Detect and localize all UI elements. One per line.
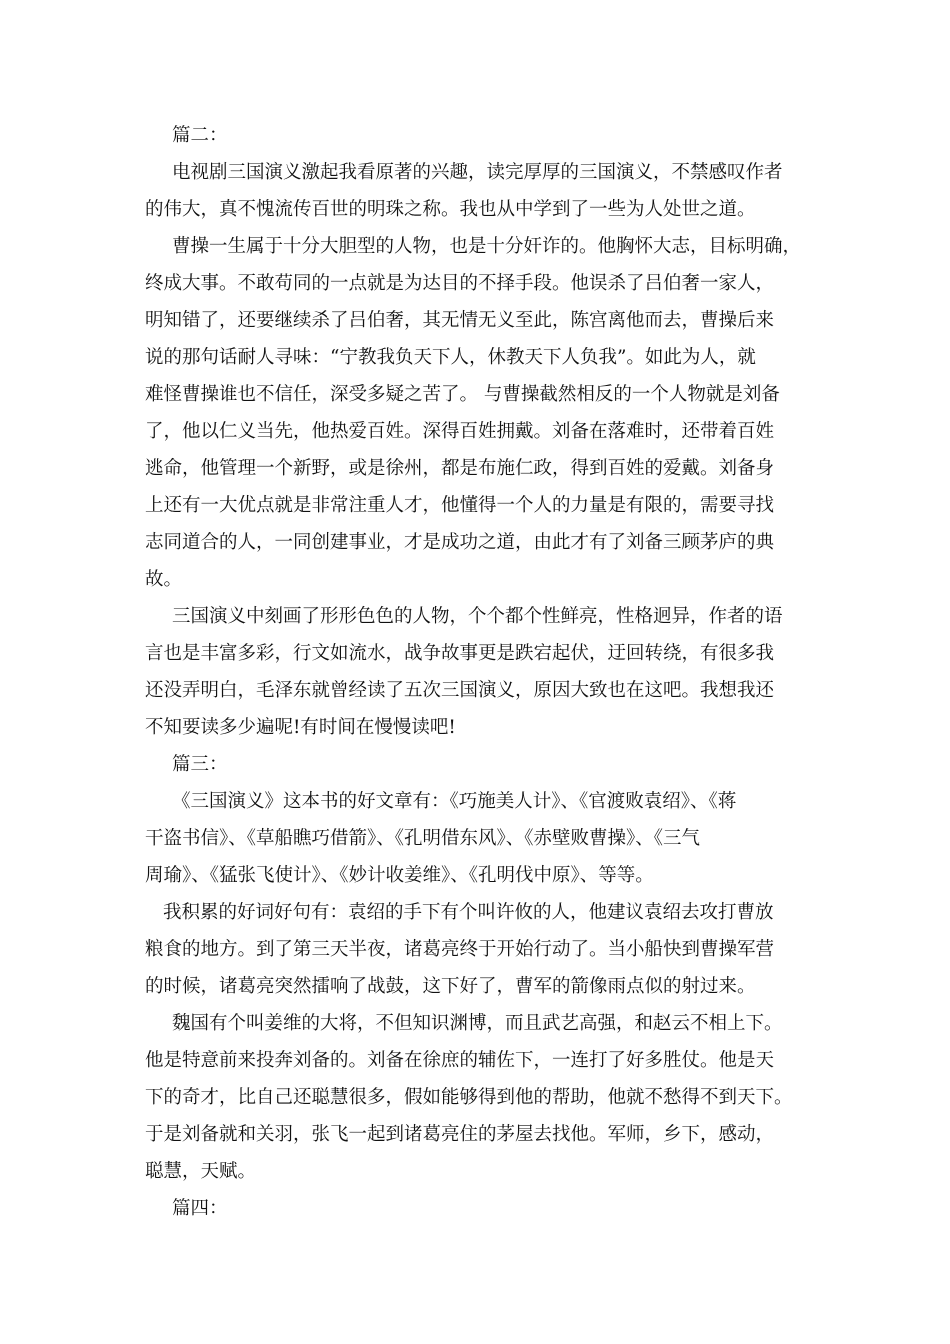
paragraph-line: 不知要读多少遍呢!有时间在慢慢读吧!	[145, 717, 456, 738]
paragraph-line: 粮食的地方。到了第三天半夜，诸葛亮终于开始行动了。当小船快到曹操军营	[145, 939, 775, 960]
paragraph-line: 志同道合的人，一同创建事业，才是成功之道，由此才有了刘备三顾茅庐的典	[145, 532, 775, 553]
paragraph-line: 言也是丰富多彩，行文如流水，战争故事更是跌宕起伏，迂回转绕，有很多我	[145, 643, 775, 664]
paragraph-line: 周瑜》、《猛张飞使计》、《妙计收姜维》、《孔明伐中原》、等等。	[145, 865, 654, 886]
section-heading-pian-san: 篇三：	[172, 754, 228, 775]
paragraph-line: 魏国有个叫姜维的大将，不但知识渊博，而且武艺高强，和赵云不相上下。	[172, 1013, 783, 1034]
paragraph-line: 他是特意前来投奔刘备的。刘备在徐庶的辅佐下，一连打了好多胜仗。他是天	[145, 1050, 775, 1071]
paragraph-line: 聪慧，天赋。	[145, 1161, 257, 1182]
paragraph-line: 三国演义中刻画了形形色色的人物，个个都个性鲜亮，性格迥异，作者的语	[172, 606, 783, 627]
paragraph-line: 故。	[145, 569, 183, 590]
paragraph-line: 的时候，诸葛亮突然擂响了战鼓，这下好了，曹军的箭像雨点似的射过来。	[145, 976, 756, 997]
paragraph-line: 还没弄明白，毛泽东就曾经读了五次三国演义，原因大致也在这吧。我想我还	[145, 680, 775, 701]
paragraph-line: 了，他以仁义当先，他热爱百姓。深得百姓拥戴。刘备在落难时，还带着百姓	[145, 421, 775, 442]
paragraph-line: 上还有一大优点就是非常注重人才，他懂得一个人的力量是有限的，需要寻找	[145, 495, 775, 516]
paragraph-line: 《三国演义》这本书的好文章有：《巧施美人计》、《官渡败袁绍》、《蒋	[172, 791, 737, 812]
paragraph-line: 终成大事。不敢苟同的一点就是为达目的不择手段。他误杀了吕伯奢一家人，	[145, 273, 775, 294]
paragraph-line: 干盗书信》、《草船瞧巧借箭》、《孔明借东风》、《赤壁败曹操》、《三气	[145, 828, 701, 849]
paragraph-line: 的伟大，真不愧流传百世的明珠之称。我也从中学到了一些为人处世之道。	[145, 199, 756, 220]
paragraph-line: 说的那句话耐人寻味：“宁教我负天下人，休教天下人负我”。如此为人，就	[145, 347, 756, 368]
paragraph-line: 难怪曹操谁也不信任，深受多疑之苦了。 与曹操截然相反的一个人物就是刘备	[145, 384, 780, 405]
paragraph-line: 曹操一生属于十分大胆型的人物，也是十分奸诈的。他胸怀大志，目标明确，	[172, 236, 802, 257]
section-heading-pian-si: 篇四：	[172, 1198, 228, 1219]
paragraph-line: 明知错了，还要继续杀了吕伯奢，其无情无义至此，陈宫离他而去，曹操后来	[145, 310, 775, 331]
paragraph-line: 电视剧三国演义激起我看原著的兴趣，读完厚厚的三国演义，不禁感叹作者	[172, 162, 783, 183]
paragraph-line: 逃命，他管理一个新野，或是徐州，都是布施仁政，得到百姓的爱戴。刘备身	[145, 458, 775, 479]
section-heading-pian-er: 篇二：	[172, 125, 228, 146]
paragraph-line: 我积累的好词好句有：袁绍的手下有个叫许攸的人，他建议袁绍去攻打曹放	[163, 902, 774, 923]
paragraph-line: 下的奇才，比自己还聪慧很多，假如能够得到他的帮助，他就不愁得不到天下。	[145, 1087, 793, 1108]
paragraph-line: 于是刘备就和关羽，张飞一起到诸葛亮住的茅屋去找他。军师，乡下，感动，	[145, 1124, 775, 1145]
